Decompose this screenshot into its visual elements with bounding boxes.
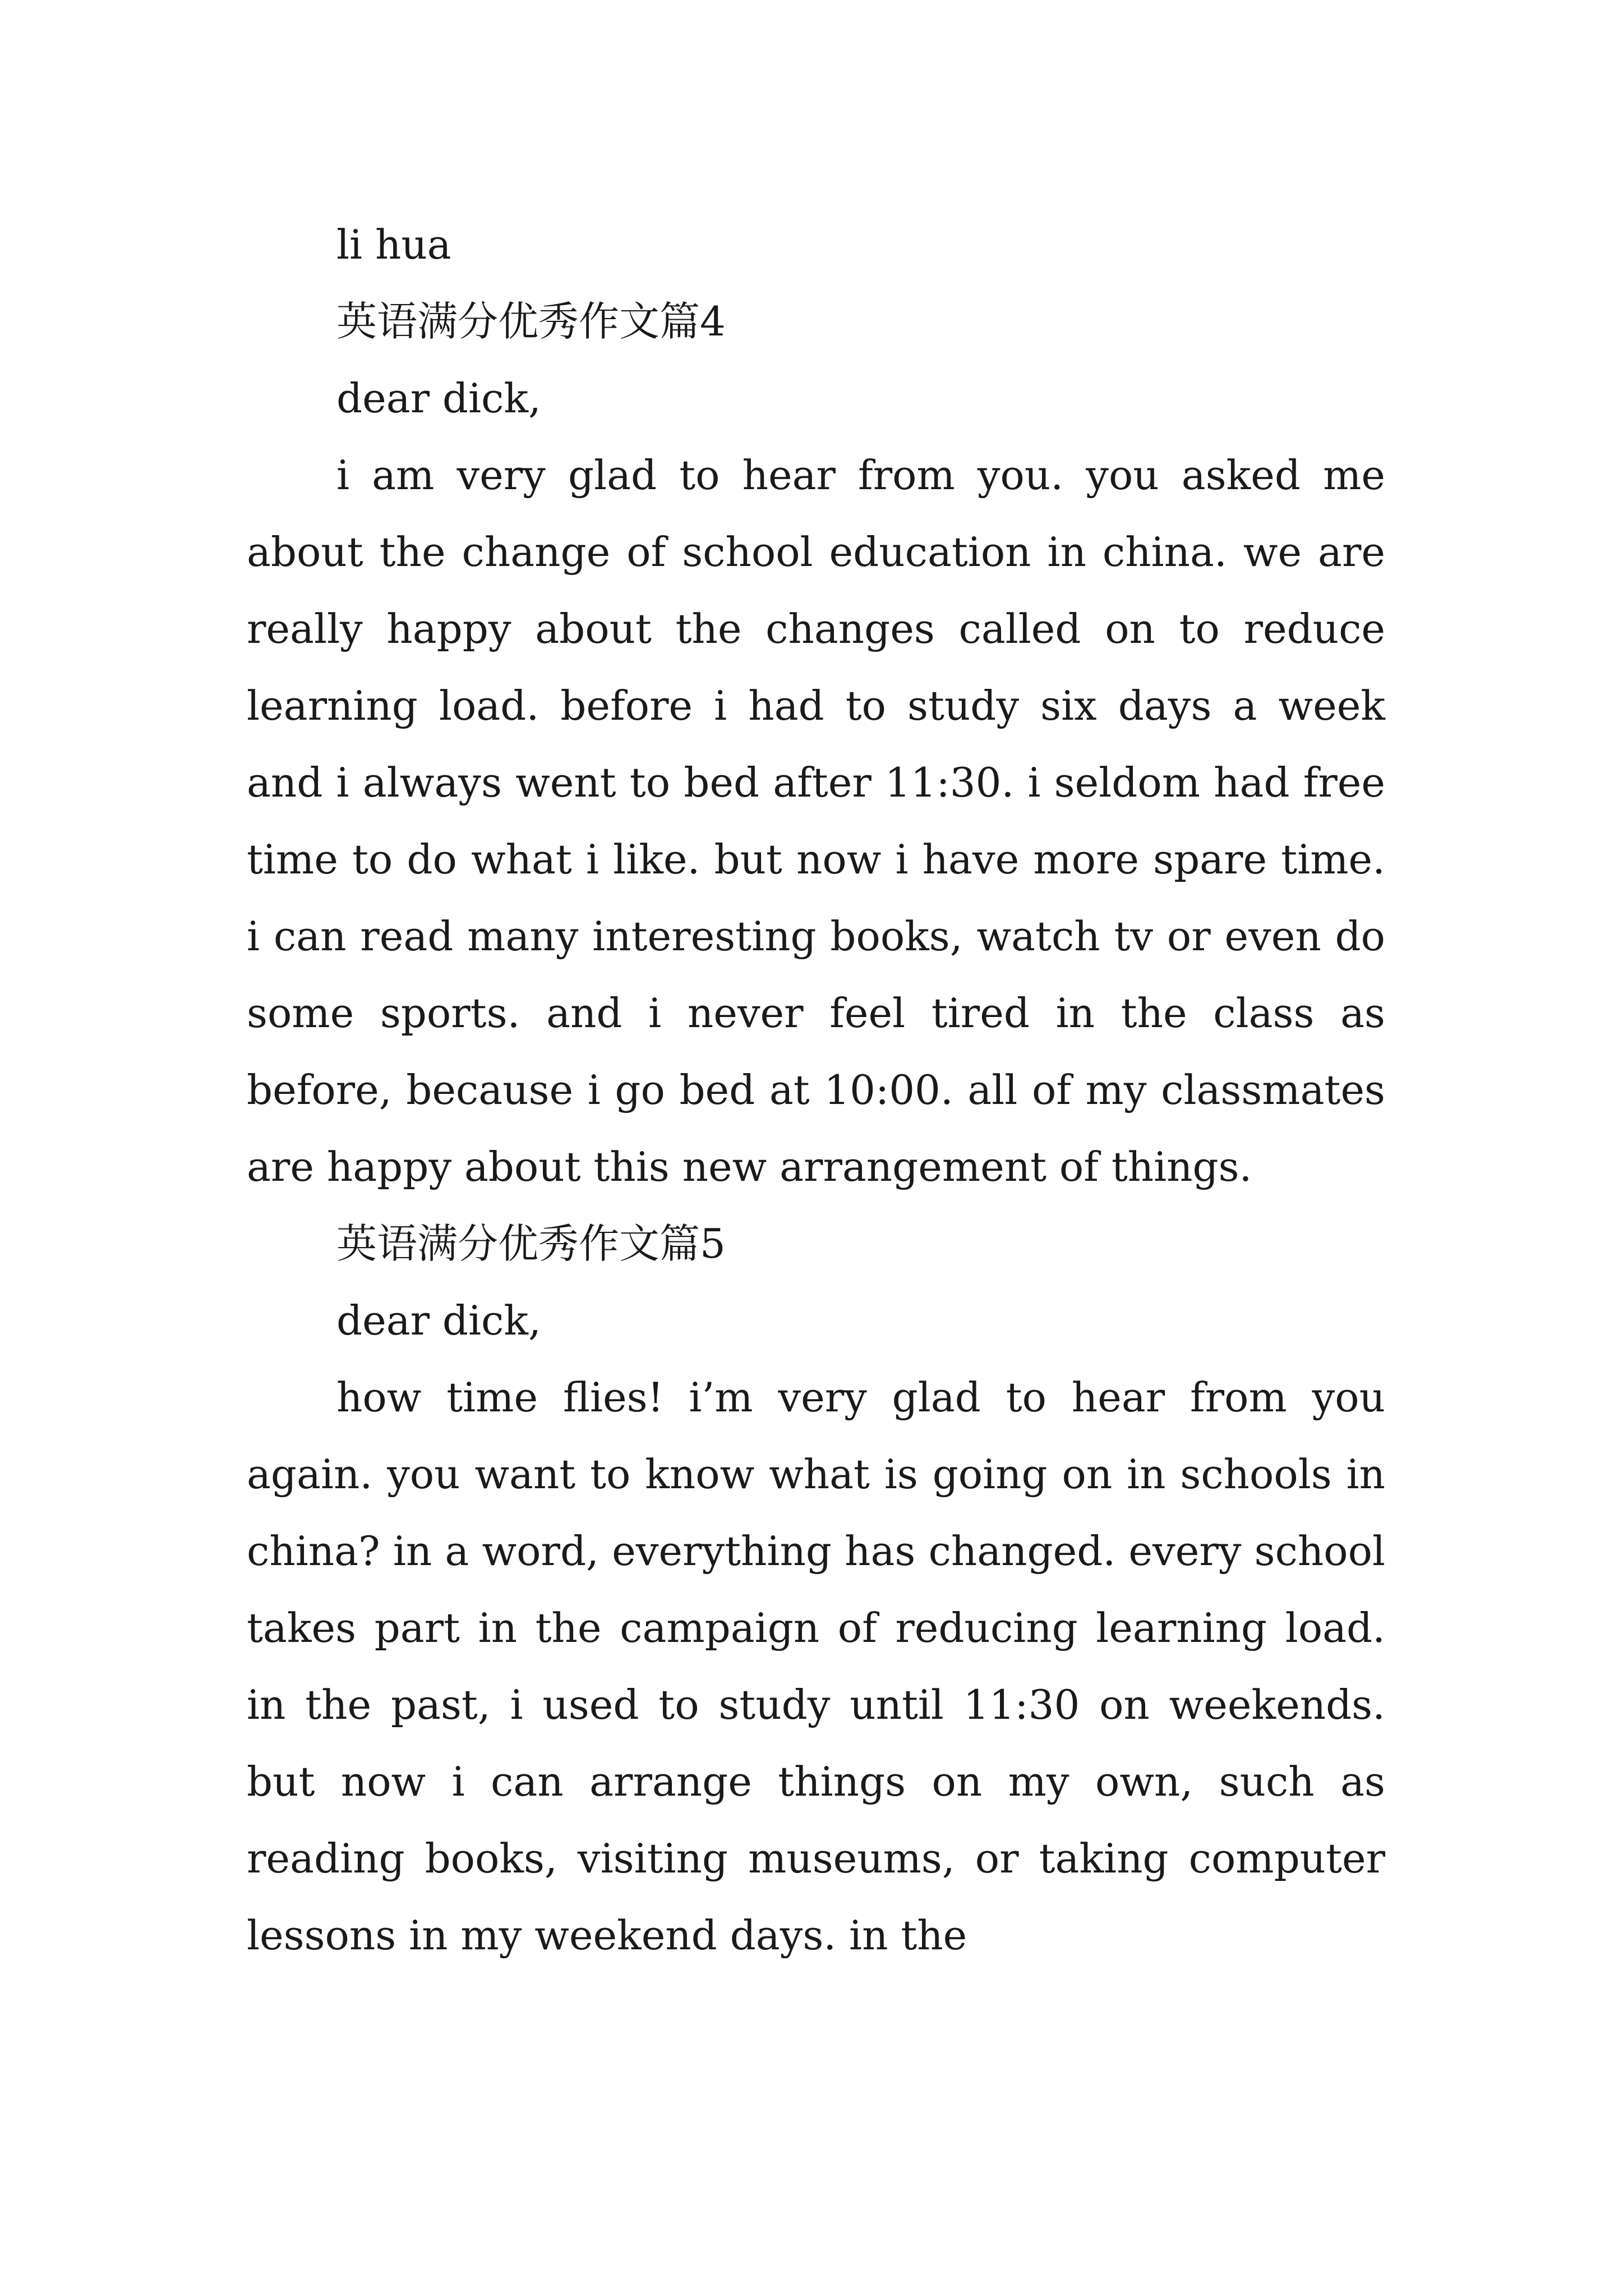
essay-4-heading: 英语满分优秀作文篇4 [336, 298, 726, 345]
essay-5-body: how time flies! i’m very glad to hear from you again. you want to know what is going on in schools in china? in a word, everything has changed. every school takes part in the campaign of reducing learning load. in the past, i used to study until 11:30 on weekends. but now i can arrange things on my own, such as reading books, visiting museums, or taking computer lessons in my weekend days. in the [247, 1374, 1385, 1959]
document-body [247, 206, 1385, 1974]
essay-5-salutation: dear dick, [336, 1297, 541, 1344]
essay-5-heading: 英语满分优秀作文篇5 [336, 1220, 726, 1267]
essay-4-salutation: dear dick, [336, 375, 541, 422]
essay-4-body: i am very glad to hear from you. you asked me about the change of school education in china. we are really happy about the changes called on to reduce learning load. before i had to study six days a week and i always went to bed after 11:30. i seldom had free time to do what i like. but now i have more spare time. i can read many interesting books, watch tv or even do some sports. and i never feel tired in the class as before, because i go bed at 10:00. all of my classmates are happy about this new arrangement of things. [247, 452, 1385, 1190]
signature: li hua [336, 221, 451, 268]
